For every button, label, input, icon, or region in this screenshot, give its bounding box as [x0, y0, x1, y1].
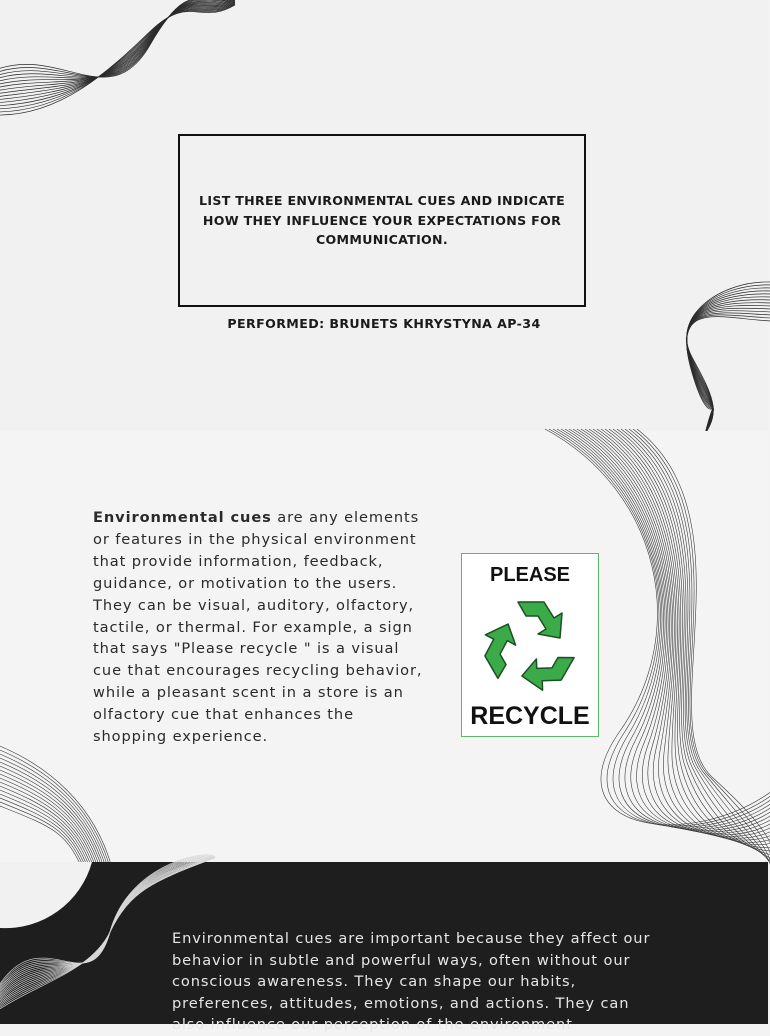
- please-recycle-sign: [461, 553, 599, 737]
- recycle-icon: [476, 602, 574, 696]
- title-box: [178, 134, 586, 307]
- wave-lines-right: [660, 262, 770, 432]
- definition-slide: [0, 431, 768, 862]
- author-line: PERFORMED: BRUNETS KHRYSTYNA AP-34: [227, 316, 541, 331]
- wave-lines-bottom-left: [0, 736, 120, 866]
- sign-top-text: PLEASE: [489, 564, 571, 586]
- definition-text: are any elements or features in the physical environment that provide information, feedback, guidance, or motivation to the users. They can be visual, auditory, olfactory, tactile, or thermal. For example, a sign that says "Please recycle " is a visual cue that encourages recycling behavior, while a pleasant scent in a store is an olfactory cue that enhances the shopping experience.: [93, 509, 423, 746]
- importance-paragraph: Environmental cues are important because they affect our behavior in subtle and powerful ways, often without our conscious awareness. They can shape our habits, preferences, attitudes, emotions, and actions. They can also influence our perception of the environment: [172, 930, 651, 1034]
- importance-slide: [0, 862, 768, 1034]
- sign-graphic: [462, 554, 598, 736]
- slide-title: LIST THREE ENVIRONMENTAL CUES AND INDICATE HOW THEY INFLUENCE YOUR EXPECTATIONS FOR COMMUNICATION.: [199, 193, 565, 248]
- definition-term: Environmental cues: [93, 509, 272, 526]
- title-slide: [0, 0, 768, 431]
- definition-paragraph: [93, 507, 433, 748]
- sign-bottom-text: RECYCLE: [470, 702, 590, 730]
